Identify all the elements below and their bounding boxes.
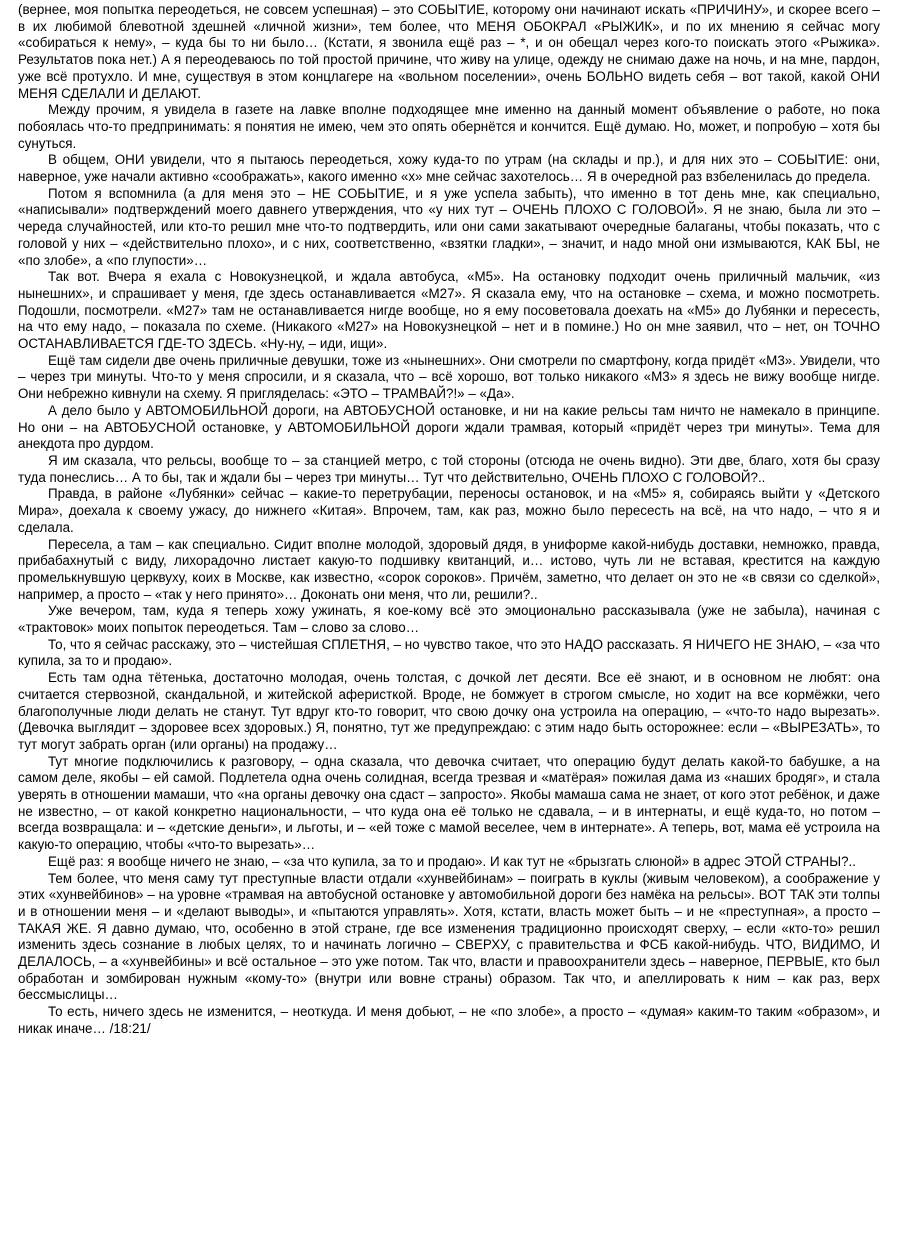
paragraph: Ещё раз: я вообще ничего не знаю, – «за что купила, за то и продаю». И как тут не «брызгать слюной» в адрес ЭТОЙ СТРАНЫ?.. — [48, 853, 856, 869]
paragraph: То есть, ничего здесь не изменится, – неоткуда. И меня добьют, – не «по злобе», а просто – «думая» каким-то таким «образом», и никак иначе… /18:21/ — [18, 1004, 880, 1036]
paragraph: А дело было у АВТОМОБИЛЬНОЙ дороги, на АВТОБУСНОЙ остановке, и ни на какие рельсы там ничто не намекало в принципе. Но они – на АВТОБУСНОЙ остановке, у АВТОМОБИЛЬНОЙ дороги ждали трамвая, который «придёт через три минуты». Тема для анекдота про дурдом. — [18, 402, 880, 452]
paragraph: Правда, в районе «Лубянки» сейчас – какие-то перетрубации, переносы остановок, и на «М5» я, собираясь выйти у «Детского Мира», доехала к своему ужасу, до нижнего «Китая». Впрочем, там, как раз, можно было пересесть на всё, на что надо, – что я и сделала. — [18, 486, 880, 535]
paragraph: Тем более, что меня саму тут преступные власти отдали «хунвейбинам» – поиграть в куклы (живым человеком), а соображение у этих «хунвейбинов» – на уровне «трамвая на автобусной остановке у автомобильной дороги без намёка на рельсы». ВОТ ТАК эти толпы и в отношении меня – и «делают выводы», и «пытаются управлять». Хотя, кстати, власть может быть – и не «преступная», а просто – ТАКАЯ ЖЕ. Я давно думаю, что, особенно в этой стране, где все изменения традиционно происходят сверху, – если «кто-то» решил изменить здесь сознание в любых целях, то и начинать логично – СВЕРХУ, с правительства и ФСБ какой-нибудь. ЧТО, ВИДИМО, И ДЕЛАЛОСЬ, – а «хунвейбины» и всё остальное – это уже потом. Так что, власти и правоохранители здесь – наверное, ПЕРВЫЕ, кто был обработан и зомбирован нужным «кому-то» (внутри или вовне страны) образом. Так что, и апеллировать к ним – как раз, верх бессмыслицы… — [18, 870, 880, 1003]
paragraph: Уже вечером, там, куда я теперь хожу ужинать, я кое-кому всё это эмоционально рассказывала (уже не забыла), начиная с «трактовок» моих попыток переодеться. Там – слово за слово… — [18, 603, 880, 636]
paragraph: Тут многие подключились к разговору, – одна сказала, что девочка считает, что операцию будут делать какой-то бабушке, а на самом деле, якобы – ей самой. Подлетела одна очень солидная, всегда трезвая и «матёрая» пожилая дама из «наших бродяг», и стала уверять в отношении мамаши, что «на органы девочку она сдаст – запросто». Якобы мамаша сама не знает, от кого этот ребёнок, и даже не известно, – от какой конкретно национальности, – что куда она её только не сдавала, – и в интернаты, и ещё куда-то, но потом – всегда возвращала: и – «детские деньги», и льготы, и – «ей тоже с мамой веселее, чем в интернате». А теперь, вот, мама её устроила на какую-то операцию, чтобы «что-то вырезать»… — [18, 753, 880, 853]
paragraph: Пересела, а там – как специально. Сидит вполне молодой, здоровый дядя, в униформе какой-нибудь доставки, немножко, правда, прибабахнутый с виду, лихорадочно листает какую-то подшивку квитанций, и… истово, чуть ли не вставая, крестится на каждую промелькнувшую церквуху, коих в Москве, как известно, «сорок сороков». Причём, заметно, что делает он это не «в связи со сделкой», например, а просто – «так у него принято»… Доконать они меня, что ли, решили?.. — [18, 536, 880, 602]
paragraph: Я им сказала, что рельсы, вообще то – за станцией метро, с той стороны (отсюда не очень видно). Эти две, благо, хотя бы сразу туда понеслись… А то бы, так и ждали бы – через три минуты… Тут что действительно, ОЧЕНЬ ПЛОХО С ГОЛОВОЙ?.. — [18, 452, 880, 485]
paragraph: Между прочим, я увидела в газете на лавке вполне подходящее мне именно на данный момент объявление о работе, но пока побоялась что-то предпринимать: я понятия не имею, чем это опять обернётся и кончится. Ещё думаю. Но, может, и попробую – хотя бы сунуться. — [18, 102, 880, 151]
paragraph: То, что я сейчас расскажу, это – чистейшая СПЛЕТНЯ, – но чувство такое, что это НАДО рассказать. Я НИЧЕГО НЕ ЗНАЮ, – «за что купила, за то и продаю». — [18, 636, 880, 669]
paragraph: Есть там одна тётенька, достаточно молодая, очень толстая, с дочкой лет десяти. Все её знают, и в основном не любят: она считается стервозной, скандальной, и житейской аферисткой. Вроде, не бомжует в строгом смысле, но ходит на все кормёжки, чего благополучные люди делать не станут. Тут вдруг кто-то говорит, что свою дочку она устроила на операцию, – «что-то надо вырезать». (Девочка выглядит – здоровее всех здоровых.) Я, понятно, тут же предупреждаю: с этим надо быть осторожнее: если – «ВЫРЕЗАТЬ», то тут могут забрать орган (или органы) на продажу… — [18, 670, 880, 752]
paragraph: Потом я вспомнила (а для меня это – НЕ СОБЫТИЕ, и я уже успела забыть), что именно в тот день мне, как специально, «написывали» подтверждений моего давнего утверждения, что «у них тут – ОЧЕНЬ ПЛОХО С ГОЛОВОЙ». Я не знаю, была ли это – череда случайностей, или кто-то решил мне что-то подтвердить, или они сами закатывают очередные балаганы, чтобы показать, что с головой у них – «действительно плохо», и с них, соответственно, «взятки гладки», – значит, и надо мной они измываются, КАК БЫ, не «по злобе», а «по глупости»… — [18, 185, 880, 268]
paragraph: В общем, ОНИ увидели, что я пытаюсь переодеться, хожу куда-то по утрам (на склады и пр.), и для них это – СОБЫТИЕ: они, наверное, уже начали активно «соображать», какого именно «х» мне сейчас захотелось… Я в очередной раз взбеленилась до предела. — [18, 152, 880, 185]
paragraph: Так вот. Вчера я ехала с Новокузнецкой, и ждала автобуса, «М5». На остановку подходит очень приличный мальчик, «из нынешних», и спрашивает у меня, где здесь останавливается «М27». Я сказала ему, что на остановке – схема, и можно посмотреть. Подошли, посмотрели. «М27» там не останавливается нигде вообще, но я ему посоветовала доехать на «М5» до Лубянки и пересесть, на что ему надо, – показала по схеме. (Никакого «М27» на Новокузнецкой – нет и в помине.) Но он мне заявил, что – нет, он ТОЧНО ОСТАНАВЛИВАЕТСЯ ГДЕ-ТО ЗДЕСЬ. «Ну-ну, – иди, ищи». — [18, 269, 880, 352]
paragraph: Ещё там сидели две очень приличные девушки, тоже из «нынешних». Они смотрели по смартфону, когда придёт «М3». Увидели, что – через три минуты. Что-то у меня спросили, и я сказала, что – всё хорошо, вот только никакого «М3» я здесь не вижу вообще нигде. Они небрежно кивнули на схему. Я пригляделась: «ЭТО – ТРАМВАЙ?!» – «Да». — [18, 352, 880, 402]
paragraph: (вернее, моя попытка переодеться, не совсем успешная) – это СОБЫТИЕ, которому они начинают искать «ПРИЧИНУ», и скорее всего – в их любимой блевотной здешней «личной жизни», тем более, что МЕНЯ ОБОКРАЛ «РЫЖИК», и по их мнению я сейчас могу «собираться к нему», – куда бы то ни было… (Кстати, я звонила ещё раз – *, и он обещал через кого-то поискать этого «Рыжика». Результатов пока нет.) А я переодеваюсь по той простой причине, что живу на улице, одежду не снимаю даже на ночь, и на мне, пардон, уже всё протухло. И мне, существуя в этом концлагере на «вольном поселении», очень БОЛЬНО видеть себя – вот такой, какой ОНИ МЕНЯ СДЕЛАЛИ И ДЕЛАЮТ. — [18, 2, 880, 101]
